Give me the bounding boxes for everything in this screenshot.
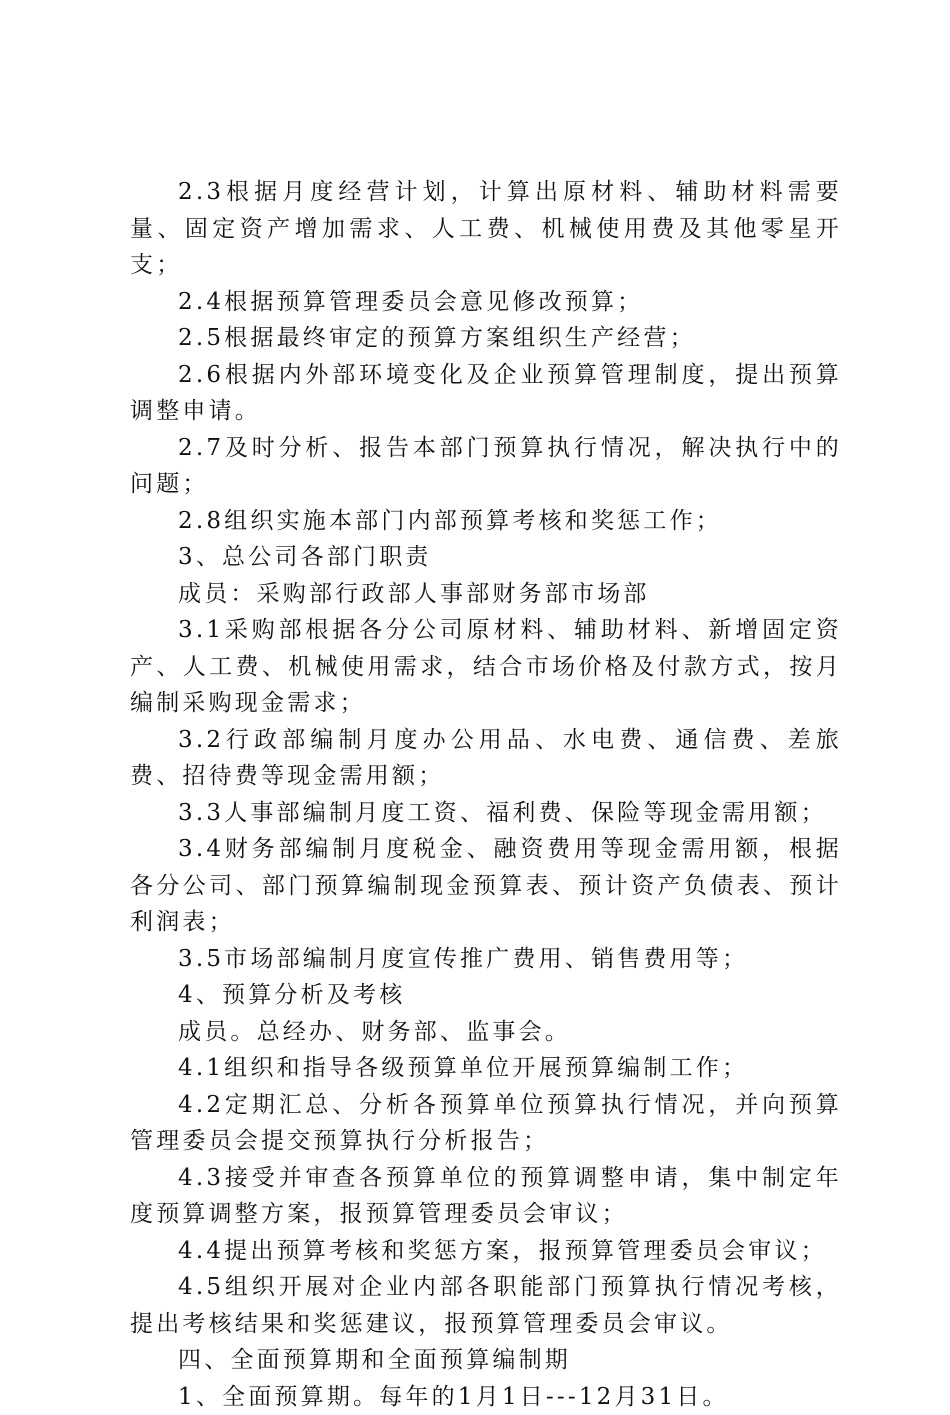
paragraph-3-2: 3.2行政部编制月度办公用品、水电费、通信费、差旅费、招待费等现金需用额； <box>130 722 842 795</box>
paragraph-4-4: 4.4提出预算考核和奖惩方案，报预算管理委员会审议； <box>130 1233 842 1270</box>
paragraph-2-5: 2.5根据最终审定的预算方案组织生产经营； <box>130 320 842 357</box>
paragraph-4-5: 4.5组织开展对企业内部各职能部门预算执行情况考核，提出考核结果和奖惩建议，报预算管理委员会审议。 <box>130 1269 842 1342</box>
paragraph-2-3: 2.3根据月度经营计划，计算出原材料、辅助材料需要量、固定资产增加需求、人工费、机械使用费及其他零星开支； <box>130 174 842 284</box>
section-heading-3: 3、总公司各部门职责 <box>130 539 842 576</box>
paragraph-2-6: 2.6根据内外部环境变化及企业预算管理制度，提出预算调整申请。 <box>130 357 842 430</box>
members-line-3: 成员：采购部行政部人事部财务部市场部 <box>130 576 842 613</box>
document-body <box>130 174 842 1415</box>
members-line-4: 成员。总经办、财务部、监事会。 <box>130 1014 842 1051</box>
paragraph-3-1: 3.1采购部根据各分公司原材料、辅助材料、新增固定资产、人工费、机械使用需求，结合市场价格及付款方式，按月编制采购现金需求； <box>130 612 842 722</box>
paragraph-2-4: 2.4根据预算管理委员会意见修改预算； <box>130 284 842 321</box>
budget-period-line: 1、全面预算期。每年的1月1日---12月31日。 <box>130 1379 842 1415</box>
section-heading-4: 4、预算分析及考核 <box>130 977 842 1014</box>
paragraph-3-5: 3.5市场部编制月度宣传推广费用、销售费用等； <box>130 941 842 978</box>
paragraph-4-1: 4.1组织和指导各级预算单位开展预算编制工作； <box>130 1050 842 1087</box>
paragraph-3-4: 3.4财务部编制月度税金、融资费用等现金需用额，根据各分公司、部门预算编制现金预算表、预计资产负债表、预计利润表； <box>130 831 842 941</box>
paragraph-4-3: 4.3接受并审查各预算单位的预算调整申请，集中制定年度预算调整方案，报预算管理委员会审议； <box>130 1160 842 1233</box>
paragraph-4-2: 4.2定期汇总、分析各预算单位预算执行情况，并向预算管理委员会提交预算执行分析报告； <box>130 1087 842 1160</box>
chapter-heading-4: 四、全面预算期和全面预算编制期 <box>130 1342 842 1379</box>
paragraph-3-3: 3.3人事部编制月度工资、福利费、保险等现金需用额； <box>130 795 842 832</box>
paragraph-2-7: 2.7及时分析、报告本部门预算执行情况，解决执行中的问题； <box>130 430 842 503</box>
paragraph-2-8: 2.8组织实施本部门内部预算考核和奖惩工作； <box>130 503 842 540</box>
